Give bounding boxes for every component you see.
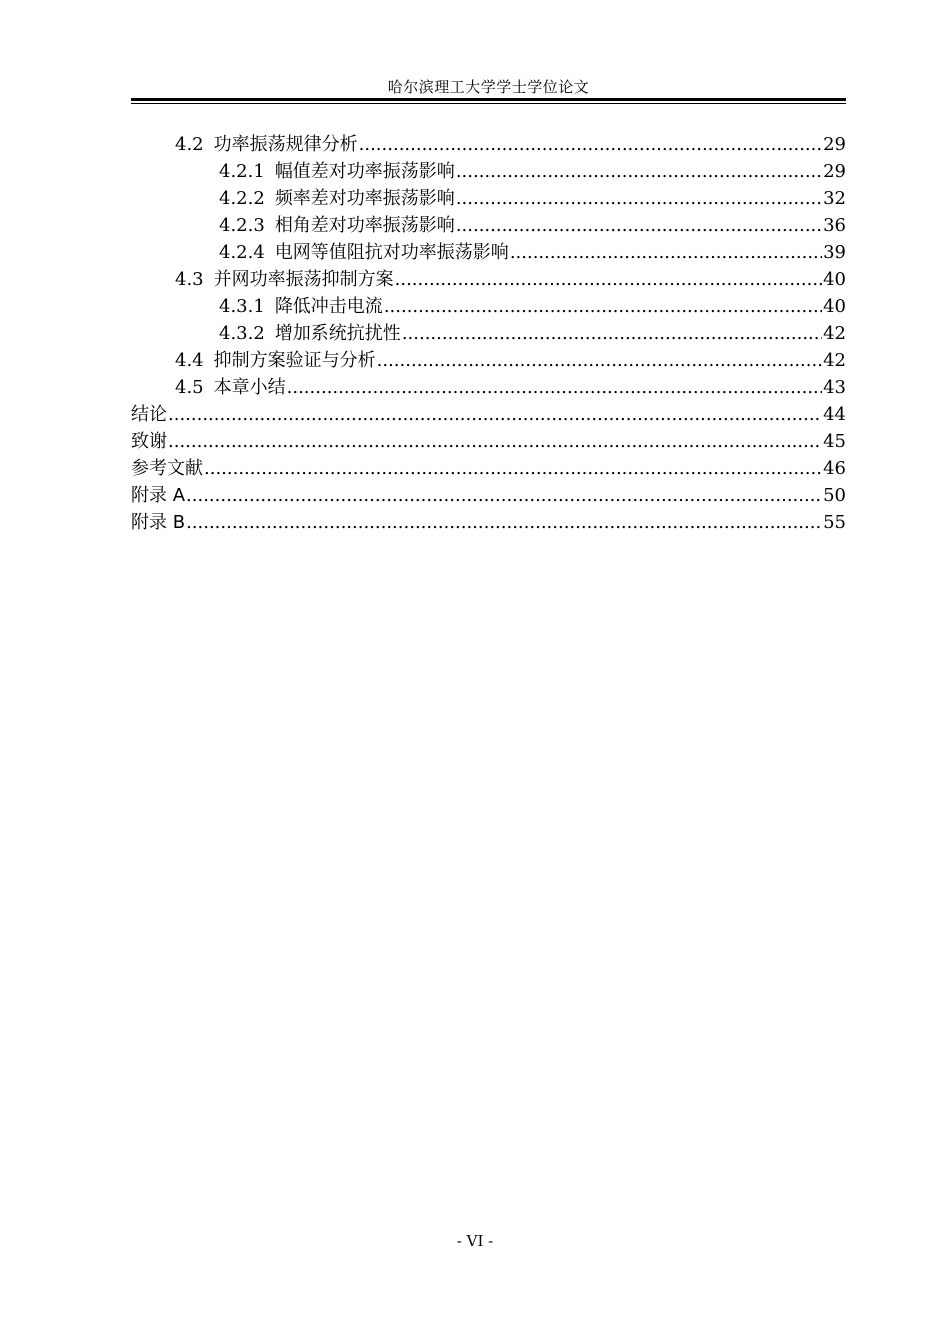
toc-leader-dots	[168, 401, 822, 428]
toc-entry-page: 42	[823, 350, 846, 371]
toc-entry-title: 降低冲击电流	[274, 296, 383, 317]
toc-entry-title: 本章小结	[213, 377, 286, 398]
toc-entry-number: 4.5	[175, 377, 204, 398]
toc-entry[interactable]	[131, 401, 846, 428]
toc-entry-number: 4.4	[175, 350, 204, 371]
toc-entry-page: 40	[823, 296, 846, 317]
toc-entry-page: 40	[823, 269, 846, 290]
toc-leader-dots	[384, 293, 822, 320]
toc-leader-dots	[359, 131, 822, 158]
toc-entry-number: 4.2.3	[219, 215, 265, 236]
toc-entry-title: 相角差对功率振荡影响	[274, 215, 455, 236]
toc-entry[interactable]	[131, 131, 846, 158]
toc-leader-dots	[456, 158, 822, 185]
toc-entry-number: 4.2.4	[219, 242, 265, 263]
toc-entry[interactable]	[131, 185, 846, 212]
toc-entry-number: 4.2	[175, 134, 204, 155]
toc-leader-dots	[402, 320, 822, 347]
toc-entry-title: 抑制方案验证与分析	[213, 350, 376, 371]
toc-entry-page: 45	[823, 431, 846, 452]
toc-entry[interactable]	[131, 482, 846, 509]
toc-entry-title: 幅值差对功率振荡影响	[274, 161, 455, 182]
toc-entry[interactable]	[131, 374, 846, 401]
toc-entry-number: 4.2.2	[219, 188, 265, 209]
toc-leader-dots	[186, 482, 822, 509]
toc-entry[interactable]	[131, 428, 846, 455]
toc-entry-page: 36	[823, 215, 846, 236]
toc-entry-page: 29	[823, 134, 846, 155]
toc-entry-title: 功率振荡规律分析	[213, 134, 358, 155]
toc-entry-page: 46	[823, 458, 846, 479]
toc-entry[interactable]	[131, 158, 846, 185]
toc-entry-title: 结论	[131, 404, 167, 425]
toc-entry-title: 并网功率振荡抑制方案	[213, 269, 394, 290]
toc-leader-dots	[168, 428, 822, 455]
toc-leader-dots	[377, 347, 822, 374]
toc-entry[interactable]	[131, 293, 846, 320]
toc-entry-page: 39	[823, 242, 846, 263]
toc-entry-number: 4.3.1	[219, 296, 265, 317]
page-number: - VI -	[456, 1232, 494, 1250]
page-header-title: 哈尔滨理工大学学士学位论文	[387, 78, 590, 96]
table-of-contents	[131, 131, 846, 536]
toc-entry-title: 频率差对功率振荡影响	[274, 188, 455, 209]
toc-entry-page: 50	[823, 485, 846, 506]
toc-entry-title: 增加系统抗扰性	[274, 323, 401, 344]
toc-entry-page: 44	[823, 404, 846, 425]
toc-leader-dots	[204, 455, 822, 482]
toc-entry-page: 32	[823, 188, 846, 209]
toc-leader-dots	[510, 239, 822, 266]
toc-entry-title: 参考文献	[131, 458, 203, 479]
toc-leader-dots	[456, 185, 822, 212]
toc-entry[interactable]	[131, 212, 846, 239]
toc-entry[interactable]	[131, 347, 846, 374]
toc-entry-title: 附录 B	[131, 512, 186, 533]
toc-entry-page: 42	[823, 323, 846, 344]
toc-entry-page: 29	[823, 161, 846, 182]
toc-entry-title: 致谢	[131, 431, 167, 452]
toc-entry-title: 附录 A	[131, 485, 186, 506]
toc-entry-number: 4.2.1	[219, 161, 265, 182]
toc-entry[interactable]	[131, 239, 846, 266]
toc-entry[interactable]	[131, 509, 846, 536]
header-rule-thick	[131, 98, 846, 101]
toc-leader-dots	[186, 509, 822, 536]
toc-leader-dots	[395, 266, 822, 293]
toc-entry[interactable]	[131, 266, 846, 293]
toc-entry[interactable]	[131, 320, 846, 347]
toc-entry-page: 55	[823, 512, 846, 533]
header-rule-thin	[131, 103, 846, 104]
toc-leader-dots	[287, 374, 822, 401]
toc-entry[interactable]	[131, 455, 846, 482]
toc-entry-number: 4.3.2	[219, 323, 265, 344]
toc-entry-title: 电网等值阻抗对功率振荡影响	[274, 242, 509, 263]
toc-entry-page: 43	[823, 377, 846, 398]
toc-entry-number: 4.3	[175, 269, 204, 290]
toc-leader-dots	[456, 212, 822, 239]
